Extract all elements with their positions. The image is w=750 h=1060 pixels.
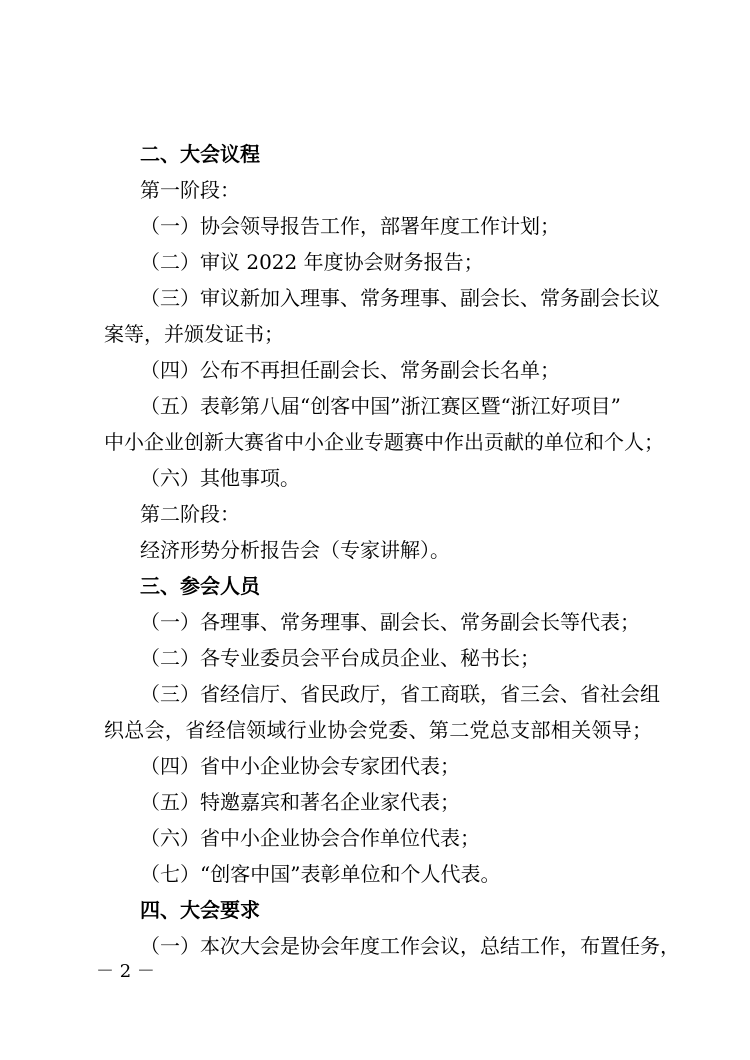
stage-one-label: 第一阶段：: [140, 178, 240, 202]
section-heading-agenda: 二、大会议程: [140, 142, 260, 166]
attendee-item-3: （三）省经信厅、省民政厅，省工商联，省三会、省社会组: [140, 682, 660, 706]
section-heading-attendees: 三、参会人员: [140, 574, 260, 598]
agenda-item-3: （三）审议新加入理事、常务理事、副会长、常务副会长议: [140, 286, 660, 310]
requirement-item-1: （一）本次大会是协会年度工作会议，总结工作，布置任务，: [140, 934, 680, 958]
attendee-item-3-continued: 织总会，省经信领域行业协会党委、第二党总支部相关领导；: [104, 718, 652, 742]
agenda-item-5: （五）表彰第八届“创客中国”浙江赛区暨“浙江好项目”: [140, 394, 621, 418]
agenda-item-4: （四）公布不再担任副会长、常务副会长名单；: [140, 358, 560, 382]
agenda-item-5-continued: 中小企业创新大赛省中小企业专题赛中作出贡献的单位和个人；: [104, 430, 664, 454]
page-number: － 2 －: [96, 961, 155, 982]
attendee-item-1: （一）各理事、常务理事、副会长、常务副会长等代表；: [140, 610, 640, 634]
attendee-item-2: （二）各专业委员会平台成员企业、秘书长；: [140, 646, 540, 670]
stage-two-label: 第二阶段：: [140, 502, 240, 526]
stage-two-text: 经济形势分析报告会（专家讲解）。: [140, 538, 450, 562]
agenda-item-2: （二）审议 2022 年度协会财务报告；: [140, 250, 484, 274]
attendee-item-7: （七）“创客中国”表彰单位和个人代表。: [140, 862, 501, 886]
attendee-item-5: （五）特邀嘉宾和著名企业家代表；: [140, 790, 460, 814]
agenda-item-3-continued: 案等，并颁发证书；: [104, 322, 284, 346]
agenda-item-6: （六）其他事项。: [140, 466, 300, 490]
attendee-item-4: （四）省中小企业协会专家团代表；: [140, 754, 460, 778]
section-heading-requirements: 四、大会要求: [140, 898, 260, 922]
attendee-item-6: （六）省中小企业协会合作单位代表；: [140, 826, 480, 850]
agenda-item-1: （一）协会领导报告工作，部署年度工作计划；: [140, 214, 560, 238]
